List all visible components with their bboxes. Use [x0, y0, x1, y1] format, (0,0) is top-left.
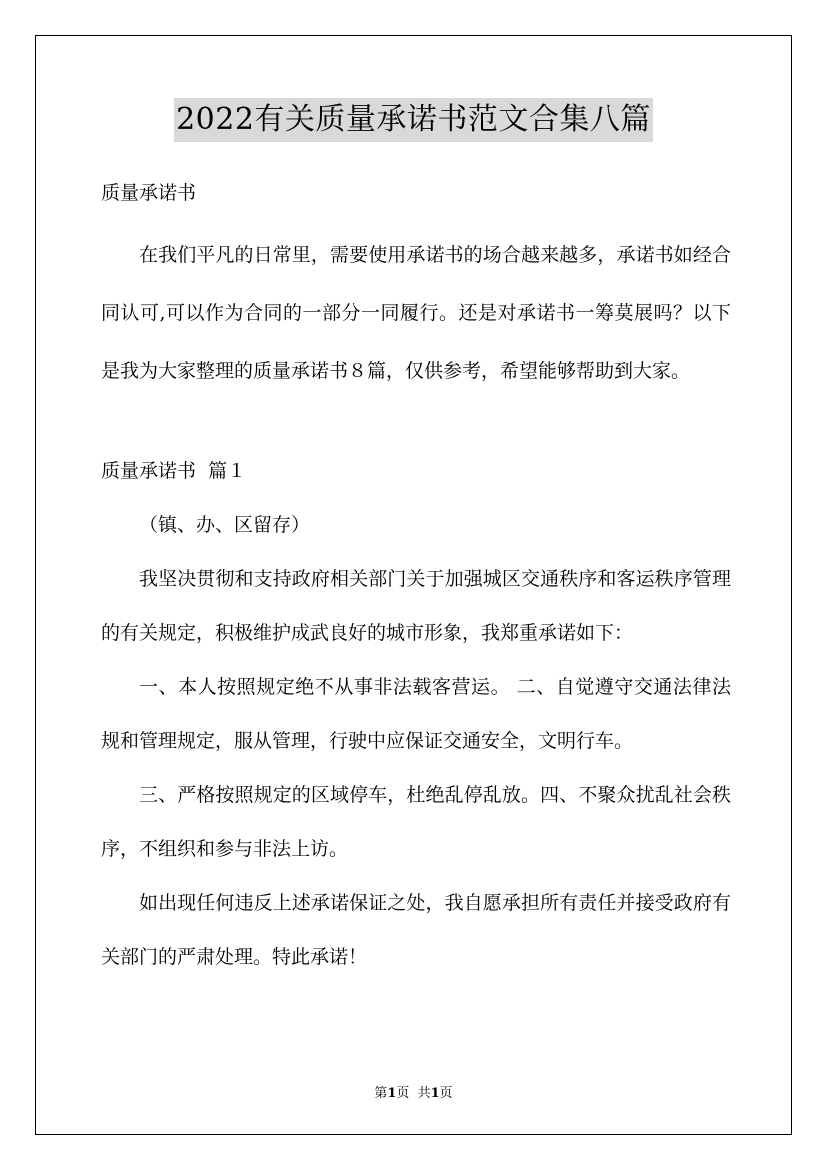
title-wrap — [0, 98, 827, 142]
section1-para-4: 如出现任何违反上述承诺保证之处，我自愿承担所有责任并接受政府有关部门的严肃处理。特此承诺！ — [101, 892, 731, 968]
intro-line-1: 在我们平凡的日常里，需要使用承诺书的场合越来越多，承诺书 — [139, 244, 674, 266]
footer-mid: 页 共 — [396, 1086, 431, 1101]
document-body — [101, 166, 731, 984]
intro-heading: 质量承诺书 — [101, 182, 197, 204]
section1-para-2: 一、本人按照规定绝不从事非法载客营运。 二、自觉遵守交通法律法规和管理规定，服从管理，行驶中应保证交通安全，文明行车。 — [101, 676, 731, 752]
section1-note: （镇、办、区留存） — [139, 514, 311, 536]
footer-prefix: 第 — [374, 1086, 388, 1101]
page-footer — [0, 1082, 827, 1101]
footer-page-total: 1 — [430, 1086, 440, 1101]
section-spacer — [101, 400, 731, 444]
footer-page-number: 1 — [387, 1086, 397, 1101]
intro-line-4: 帮助到大家。 — [576, 360, 691, 382]
intro-line-3: 展吗？以下是我为大家整理的质量承诺书８篇，仅供参考，希望能够 — [101, 302, 731, 382]
section1-para-3: 三、严格按照规定的区域停车，杜绝乱停乱放。四、不聚众扰乱社会秩序，不组织和参与非法上访。 — [101, 784, 731, 860]
intro-line-2: 如经合同认可,可以作为合同的一部分一同履行。还是对承诺书一筹莫 — [101, 244, 731, 324]
footer-suffix: 页 — [439, 1086, 453, 1101]
section1-para-1: 我坚决贯彻和支持政府相关部门关于加强城区交通秩序和客运秩序管理的有关规定，积极维护成武良好的城市形象，我郑重承诺如下： — [101, 568, 731, 644]
section1-heading: 质量承诺书 篇１ — [101, 460, 247, 482]
document-title: 2022有关质量承诺书范文合集八篇 — [174, 98, 653, 142]
intro-paragraph — [101, 226, 731, 400]
